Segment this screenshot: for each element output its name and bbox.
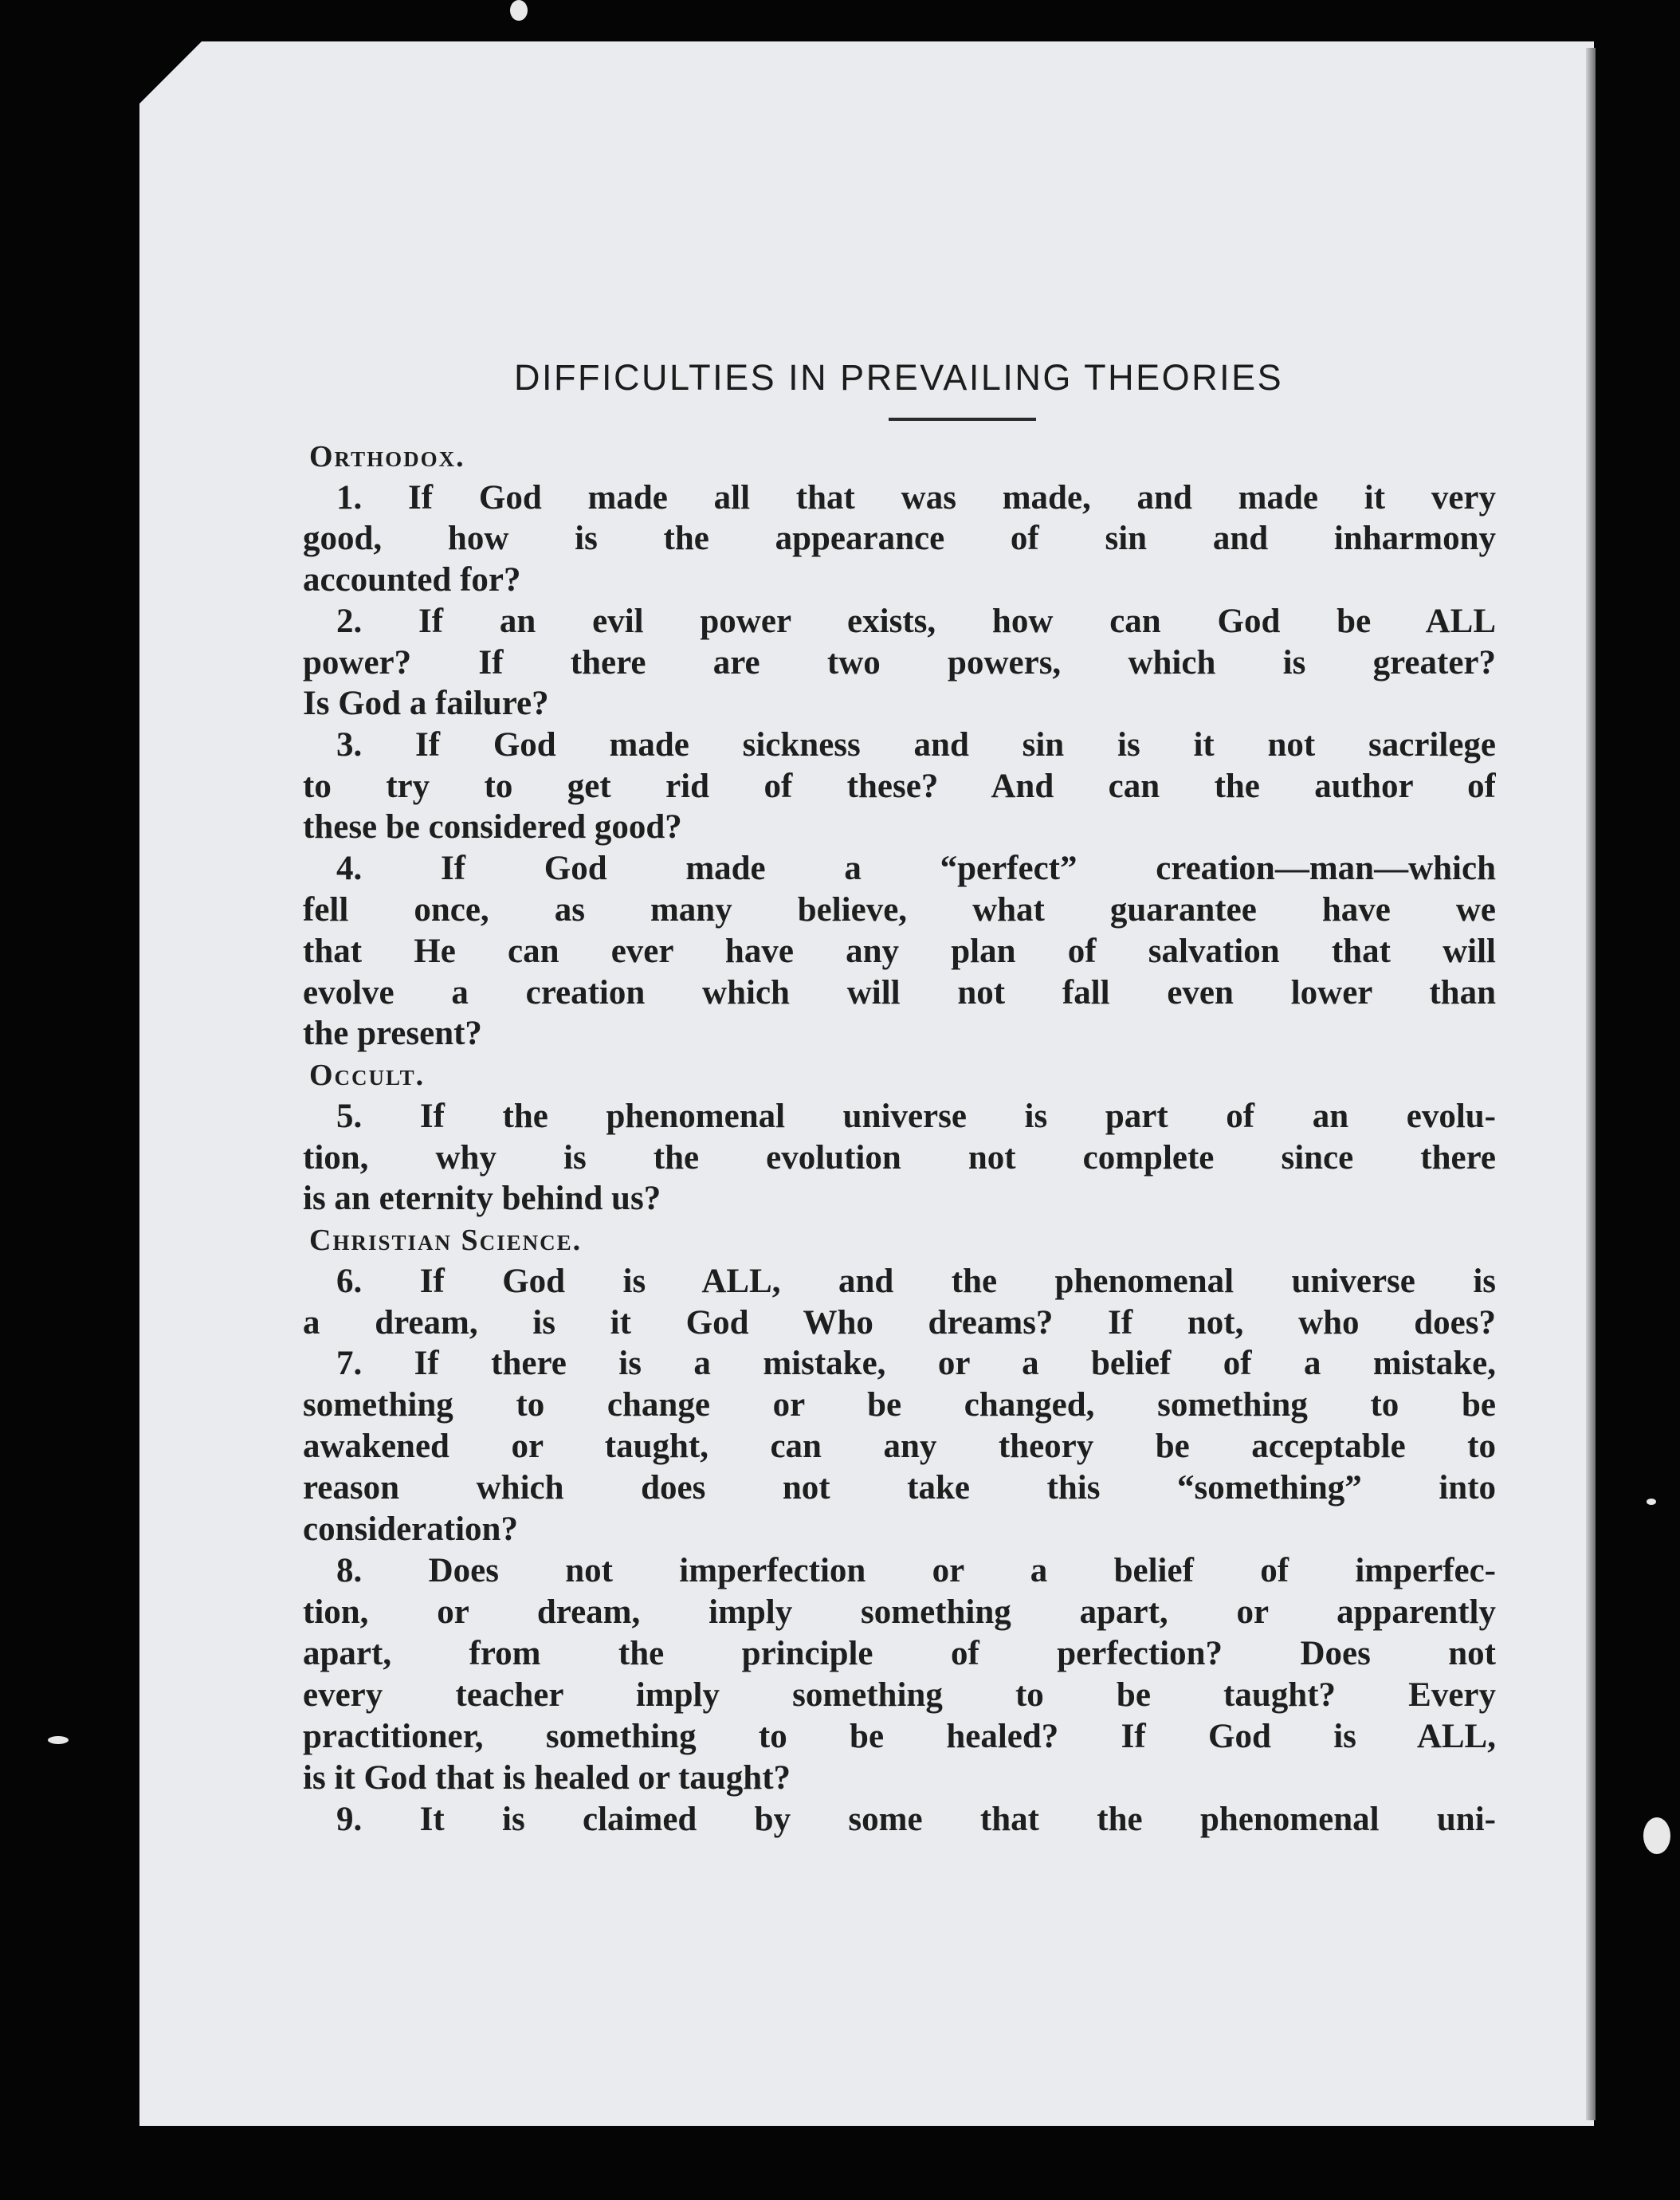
paragraph-line: reason which does not take this “something” into <box>303 1469 1496 1507</box>
paragraph-first-line: 5. If the phenomenal universe is part of an evolu- <box>336 1098 1496 1135</box>
paragraph-line: a dream, is it God Who dreams? If not, who does? <box>303 1304 1496 1342</box>
paragraph-line: power? If there are two powers, which is greater? <box>303 644 1496 682</box>
paragraph-last-line: consideration? <box>303 1511 518 1548</box>
section-heading: Occult. <box>309 1059 426 1092</box>
paragraph-first-line: 8. Does not imperfection or a belief of imperfec- <box>336 1552 1496 1589</box>
document-body <box>303 0 1498 2200</box>
section-heading: Orthodox. <box>309 440 465 473</box>
paragraph-line: good, how is the appearance of sin and inharmony <box>303 520 1496 557</box>
paragraph-line: fell once, as many believe, what guarantee have we <box>303 891 1496 929</box>
page-title: DIFFICULTIES IN PREVAILING THEORIES <box>514 357 1284 398</box>
paragraph-line: practitioner, something to be healed? If God is ALL, <box>303 1718 1496 1755</box>
paragraph-line: awakened or taught, can any theory be acceptable to <box>303 1428 1496 1465</box>
page-edge-shadow <box>1586 48 1596 2120</box>
paragraph-line: something to change or be changed, something to be <box>303 1386 1496 1424</box>
paragraph-first-line: 4. If God made a “perfect” creation—man—which <box>336 850 1496 887</box>
paragraph-last-line: Is God a failure? <box>303 685 549 722</box>
paragraph-line: to try to get rid of these? And can the author of <box>303 768 1496 805</box>
section-heading: Christian Science. <box>309 1224 583 1257</box>
scan-speck <box>48 1736 69 1744</box>
paragraph-line: apart, from the principle of perfection? Does not <box>303 1635 1496 1672</box>
paragraph-first-line: 9. It is claimed by some that the phenomenal uni- <box>336 1801 1496 1838</box>
paragraph-line: tion, or dream, imply something apart, or apparently <box>303 1593 1496 1631</box>
paragraph-first-line: 3. If God made sickness and sin is it not sacrilege <box>336 726 1496 764</box>
paragraph-line: evolve a creation which will not fall even lower than <box>303 974 1496 1012</box>
paragraph-last-line: is it God that is healed or taught? <box>303 1759 791 1797</box>
paragraph-last-line: accounted for? <box>303 561 521 599</box>
paragraph-last-line: is an eternity behind us? <box>303 1180 661 1217</box>
paragraph-first-line: 7. If there is a mistake, or a belief of a mistake, <box>336 1345 1496 1382</box>
scan-speck <box>1647 1499 1656 1505</box>
paragraph-last-line: the present? <box>303 1015 482 1052</box>
paragraph-first-line: 2. If an evil power exists, how can God be ALL <box>336 603 1496 640</box>
scan-speck <box>1643 1817 1670 1854</box>
paragraph-line: that He can ever have any plan of salvation that will <box>303 933 1496 970</box>
paragraph-first-line: 1. If God made all that was made, and made it very <box>336 479 1496 517</box>
paragraph-first-line: 6. If God is ALL, and the phenomenal universe is <box>336 1263 1496 1300</box>
title-rule <box>889 418 1036 421</box>
paragraph-line: tion, why is the evolution not complete since there <box>303 1139 1496 1177</box>
paragraph-line: every teacher imply something to be taught? Every <box>303 1676 1496 1714</box>
paragraph-last-line: these be considered good? <box>303 808 682 846</box>
